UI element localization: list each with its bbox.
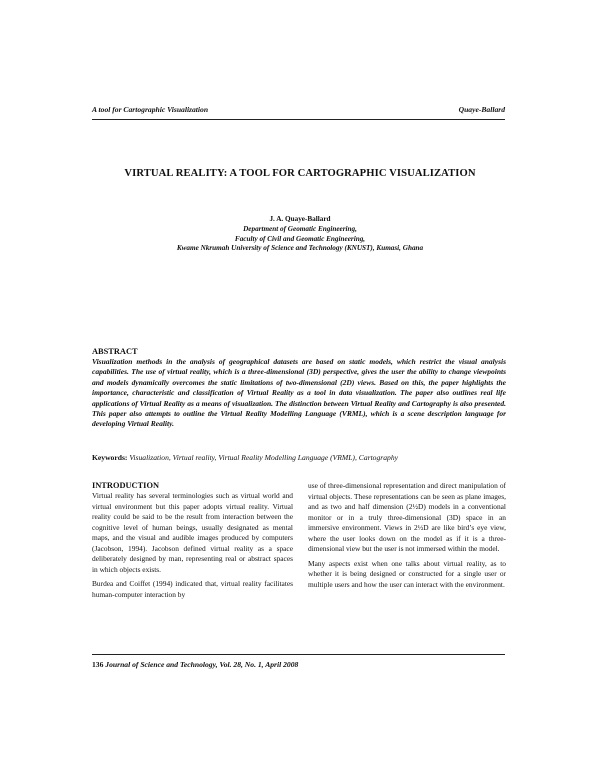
running-header-left: A tool for Cartographic Visualization (92, 105, 209, 114)
author-affiliation-university: Kwame Nkrumah University of Science and Technology (KNUST), Kumasi, Ghana (176, 244, 424, 252)
introduction-heading: INTRODUCTION (92, 481, 160, 490)
footer-rule (92, 654, 505, 655)
keywords-text: Visualization, Virtual reality, Virtual Reality Modelling Language (VRML), Cartography (129, 453, 398, 462)
author-affiliation-department: Department of Geomatic Engineering, (243, 225, 357, 233)
body-column-left (92, 491, 293, 604)
body-paragraph: Many aspects exist when one talks about virtual reality, as to whether it is being designed or constructed for a single user or multiple users and how the user can interact with the environment. (308, 558, 506, 589)
abstract-text: Visualization methods in the analysis of geographical datasets are based on static models, which restrict the visual analysis capabilities. The use of virtual reality, which is a three-dimensional (3D) perspective, gives the user the ability to change viewpoints and models dynamically overcomes the static limitations of two-dimensional (2D) views. Based on this, the paper highlights the importance, characteristic and classification of Virtual Reality as a tool in data visualization. The paper also outlines real life applications of Virtual Reality as a means of visualization. The distinction between Virtual Reality and Cartography is also presented. This paper also attempts to outline the Virtual Reality Modelling Language (VRML), which is a scene description language for developing Virtual Reality. (92, 357, 506, 429)
page-footer (92, 660, 298, 669)
author-name: J. A. Quaye-Ballard (269, 215, 331, 223)
keywords-label: Keywords: (92, 453, 128, 462)
body-paragraph: Burdea and Coiffet (1994) indicated that, virtual reality facilitates human-computer interaction by (92, 579, 293, 599)
paper-title: VIRTUAL REALITY: A TOOL FOR CARTOGRAPHIC VISUALIZATION (124, 168, 476, 179)
body-paragraph: Virtual reality has several terminologies such as virtual world and virtual environment but this paper adopts virtual reality. Virtual reality could be said to be the result from interaction between the cognitive level of human beings, usually designated as mental maps, and the visual and audible images produced by computers (Jacobson, 1994). Jacobson defined virtual reality as a space deliberately designed by man, representing real or abstract spaces in which objects exists. (92, 491, 293, 574)
abstract-heading: ABSTRACT (92, 347, 138, 356)
page-number: 136 (92, 660, 104, 669)
header-rule (92, 119, 505, 120)
journal-citation: Journal of Science and Technology, Vol. 28, No. 1, April 2008 (105, 660, 299, 669)
author-affiliation-faculty: Faculty of Civil and Geomatic Engineering, (234, 235, 366, 243)
running-header-right: Quaye-Ballard (458, 105, 505, 114)
keywords (92, 453, 506, 462)
body-paragraph: use of three-dimensional representation and direct manipulation of virtual objects. These representations can be seen as plane images, and as two and half dimension (2½D) models in a conventional monitor or in a truly three-dimensional (3D) space in an immersive environment. Views in 2½D are like bird’s eye view, where the user looks down on the model as if it is a three-dimensional view but the user is not immersed within the model. (308, 481, 506, 553)
body-column-right (308, 481, 506, 594)
